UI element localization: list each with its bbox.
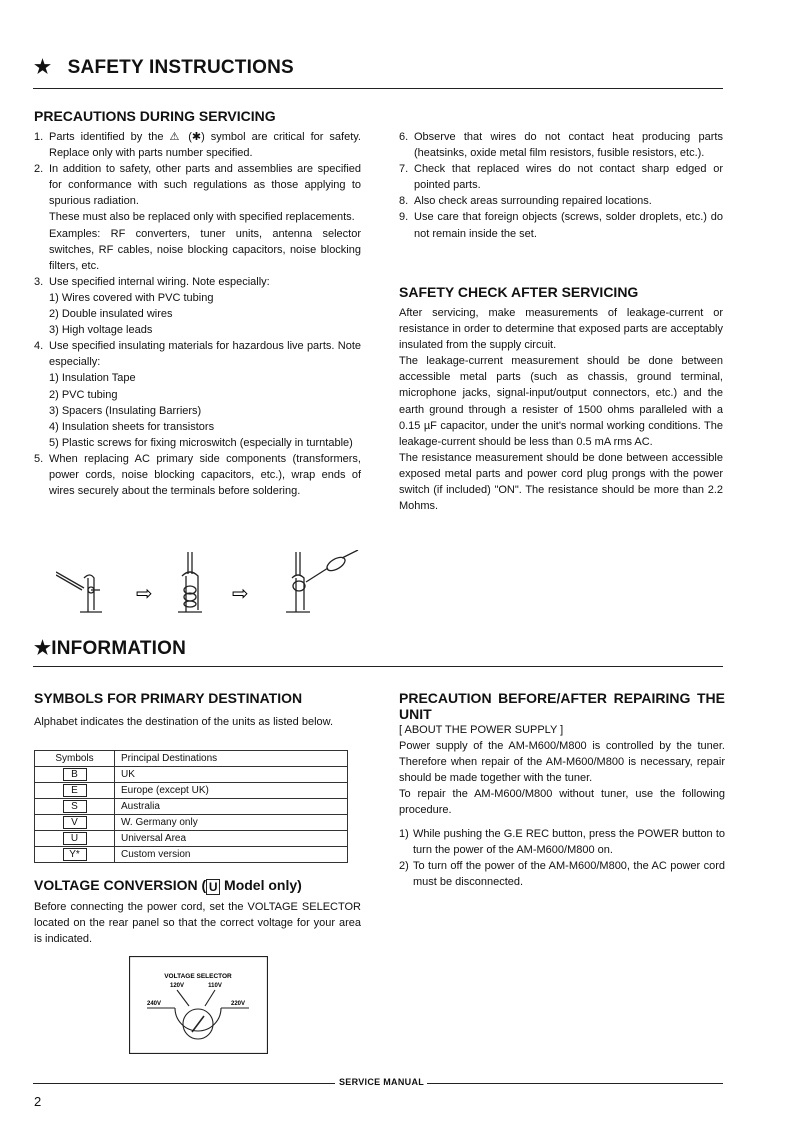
table-row bbox=[35, 847, 348, 863]
voltage-selector-figure bbox=[129, 956, 268, 1054]
footer-label: SERVICE MANUAL bbox=[339, 1077, 425, 1087]
destination: Europe (except UK) bbox=[115, 783, 348, 799]
repair-heading: PRECAUTION BEFORE/AFTER REPAIRING THE UNIT bbox=[399, 690, 725, 722]
sub-item: 1) Wires covered with PVC tubing bbox=[49, 291, 214, 304]
sub-item: 3) High voltage leads bbox=[49, 324, 153, 337]
terminal-step-3 bbox=[286, 550, 358, 612]
list-item: 7. Check that replaced wires do not contact sharp edged or pointed parts. bbox=[399, 163, 723, 192]
arrow-icon: ⇨ bbox=[232, 581, 249, 605]
table-header bbox=[35, 751, 348, 767]
destination-table bbox=[34, 750, 348, 863]
col-header: Symbols bbox=[35, 751, 115, 767]
selector-title: VOLTAGE SELECTOR bbox=[164, 973, 232, 980]
star-icon: ★ bbox=[34, 57, 52, 78]
sub-item: 4) Insulation sheets for transistors bbox=[49, 420, 215, 433]
symbol-code: Y* bbox=[63, 848, 87, 861]
symbols-intro: Alphabet indicates the destination of the units as listed below. bbox=[34, 716, 334, 728]
information-rule bbox=[33, 666, 723, 667]
safety-check-body bbox=[399, 305, 723, 514]
paragraph: After servicing, make measurements of leakage-current or resistance in order to determine that exposed parts are acceptably insulated from the supply circuit. bbox=[399, 307, 723, 352]
list-item: 9. Use care that foreign objects (screws, solder droplets, etc.) do not remain inside the set. bbox=[399, 211, 723, 240]
title-rule bbox=[33, 88, 723, 89]
destination: W. Germany only bbox=[115, 815, 348, 831]
voltage-heading: VOLTAGE CONVERSION ( U Model only) bbox=[34, 877, 302, 894]
page-title-text: SAFETY INSTRUCTIONS bbox=[67, 57, 294, 78]
information-title bbox=[34, 637, 186, 660]
list-item: 2) To turn off the power of the AM-M600/M800, the AC power cord must be disconnected. bbox=[399, 859, 725, 888]
wire-wrapping-figure bbox=[56, 550, 366, 620]
list-item: 3. Use specified internal wiring. Note especially: bbox=[34, 275, 270, 288]
terminal-step-1 bbox=[56, 572, 102, 612]
precautions-list-right bbox=[399, 129, 723, 242]
list-item: 8. Also check areas surrounding repaired locations. bbox=[399, 195, 652, 208]
table-row bbox=[35, 799, 348, 815]
footer-rule-right bbox=[427, 1083, 723, 1084]
repair-body bbox=[399, 722, 725, 890]
table-row bbox=[35, 767, 348, 783]
list-item: These must also be replaced only with specified replacements. bbox=[49, 211, 355, 224]
col-header: Principal Destinations bbox=[115, 751, 348, 767]
label-240v: 240V bbox=[146, 1001, 162, 1007]
page-title bbox=[34, 56, 294, 79]
list-item: 5. When replacing AC primary side components (transformers, power cords, noise blocking capacitors, etc.), wrap ends of wires securely about the terminals before soldering. bbox=[34, 452, 361, 498]
sub-item: 3) Spacers (Insulating Barriers) bbox=[49, 404, 202, 417]
list-item: 4. Use specified insulating materials for hazardous live parts. Note especially: bbox=[34, 340, 361, 369]
sub-item: 2) Double insulated wires bbox=[49, 308, 173, 321]
list-item: 6. Observe that wires do not contact heat producing parts (heatsinks, oxide metal film resistors, fusible resistors, etc.). bbox=[399, 131, 723, 160]
star-icon: ★ bbox=[34, 638, 52, 659]
paragraph: Power supply of the AM-M600/M800 is controlled by the tuner. Therefore when repair of the AM-M600/M800 is necessary, repair should be made together with the tuner. bbox=[399, 740, 725, 785]
repair-subheading: [ ABOUT THE POWER SUPPLY ] bbox=[399, 724, 564, 736]
paragraph: The leakage-current measurement should be done between accessible metal parts (such as chassis, ground terminal, microphone jacks, signal-input/output connectors, etc.) and the earth ground through a resister of 1500 ohms paralleled with a 0.15 µF capacitor, under the unit's normal working conditions. The leakage-current should be less than 0.5 mA rms AC. bbox=[399, 355, 723, 448]
information-title-text: INFORMATION bbox=[51, 638, 187, 659]
voltage-text: Before connecting the power cord, set the VOLTAGE SELECTOR located on the rear panel so that the correct voltage for your area is indicated. bbox=[34, 901, 361, 946]
model-code-box: U bbox=[206, 879, 220, 895]
paragraph: To repair the AM-M600/M800 without tuner, use the following procedure. bbox=[399, 788, 725, 817]
list-item: 1. Parts identified by the ⚠ (✱) symbol are critical for safety. Replace only with parts number specified. bbox=[34, 131, 361, 160]
safety-check-heading: SAFETY CHECK AFTER SERVICING bbox=[399, 284, 639, 300]
label-120v: 120V bbox=[169, 983, 185, 989]
symbol-code: E bbox=[63, 784, 87, 797]
symbol-code: V bbox=[63, 816, 87, 829]
destination: UK bbox=[115, 767, 348, 783]
destination: Universal Area bbox=[115, 831, 348, 847]
footer-rule-left bbox=[33, 1083, 335, 1084]
sub-item: 5) Plastic screws for fixing microswitch (especially in turntable) bbox=[49, 436, 353, 449]
label-220v: 220V bbox=[230, 1001, 246, 1007]
paragraph: The resistance measurement should be done between accessible exposed metal parts and power cord plug prongs with the power switch (if included) "ON". The resistance should be more than 2.2 Mohms. bbox=[399, 451, 723, 513]
table-row bbox=[35, 831, 348, 847]
list-item: 1) While pushing the G.E REC button, press the POWER button to turn the power of the AM-M600/M800 on. bbox=[399, 827, 725, 856]
table-row bbox=[35, 815, 348, 831]
symbol-code: S bbox=[63, 800, 87, 813]
destination: Custom version bbox=[115, 847, 348, 863]
page-number: 2 bbox=[34, 1094, 42, 1109]
label-110v: 110V bbox=[208, 983, 222, 989]
sub-item: 1) Insulation Tape bbox=[49, 372, 136, 385]
symbol-code: U bbox=[63, 832, 87, 845]
destination: Australia bbox=[115, 799, 348, 815]
precautions-list bbox=[34, 129, 361, 499]
precautions-heading: PRECAUTIONS DURING SERVICING bbox=[34, 108, 276, 124]
terminal-step-2 bbox=[178, 552, 202, 612]
arrow-icon: ⇨ bbox=[136, 581, 153, 605]
table-row bbox=[35, 783, 348, 799]
list-item: Examples: RF converters, tuner units, antenna selector switches, RF cables, noise blocking capacitors, noise blocking filters, etc. bbox=[49, 227, 361, 272]
symbol-code: B bbox=[63, 768, 87, 781]
list-item: 2. In addition to safety, other parts and assemblies are specified for conformance with such regulations as those applying to spurious radiation. bbox=[34, 163, 361, 208]
symbols-heading: SYMBOLS FOR PRIMARY DESTINATION bbox=[34, 690, 303, 706]
sub-item: 2) PVC tubing bbox=[49, 388, 118, 401]
